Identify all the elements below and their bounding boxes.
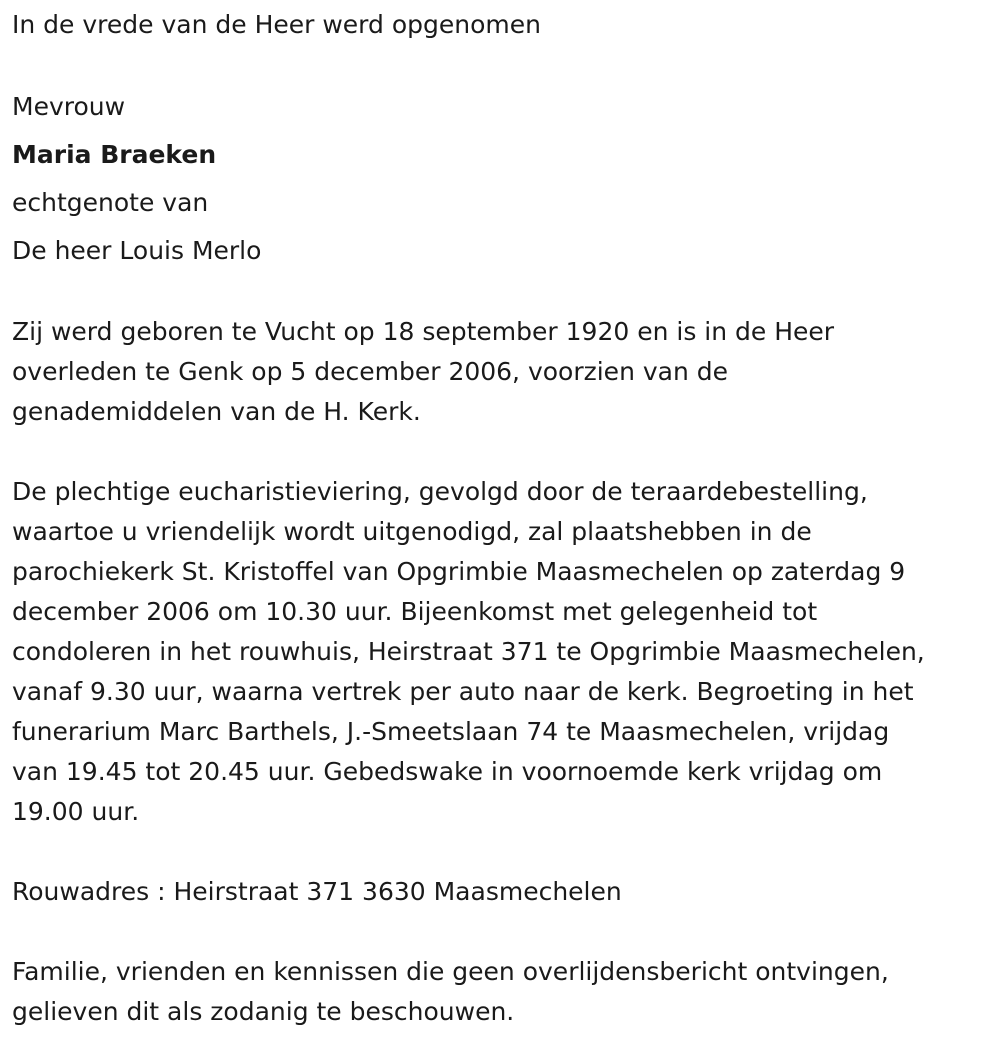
paragraph-line: waartoe u vriendelijk wordt uitgenodigd, zal plaatshebben in de	[12, 517, 812, 546]
mourning-address: Rouwadres : Heirstraat 371 3630 Maasmechelen	[12, 877, 622, 906]
paragraph-line: genademiddelen van de H. Kerk.	[12, 397, 421, 426]
birth-paragraph	[12, 312, 987, 432]
paragraph-line: december 2006 om 10.30 uur. Bijeenkomst met gelegenheid tot	[12, 597, 818, 626]
paragraph-line: vanaf 9.30 uur, waarna vertrek per auto naar de kerk. Begroeting in het	[12, 677, 914, 706]
closing-paragraph	[12, 952, 987, 1032]
paragraph-line: De plechtige eucharistieviering, gevolgd door de teraardebestelling,	[12, 477, 868, 506]
paragraph-line: funerarium Marc Barthels, J.-Smeetslaan 74 te Maasmechelen, vrijdag	[12, 717, 890, 746]
paragraph-line: 19.00 uur.	[12, 797, 140, 826]
honorific: Mevrouw	[12, 92, 126, 121]
paragraph-line: parochiekerk St. Kristoffel van Opgrimbie Maasmechelen op zaterdag 9	[12, 557, 906, 586]
relation-label: echtgenote van	[12, 188, 209, 217]
paragraph-line: van 19.45 tot 20.45 uur. Gebedswake in voornoemde kerk vrijdag om	[12, 757, 883, 786]
paragraph-line: gelieven dit als zodanig te beschouwen.	[12, 997, 515, 1026]
intro-line: In de vrede van de Heer werd opgenomen	[12, 10, 541, 39]
paragraph-line: Zij werd geboren te Vucht op 18 september 1920 en is in de Heer	[12, 317, 835, 346]
paragraph-line: overleden te Genk op 5 december 2006, voorzien van de	[12, 357, 729, 386]
ceremony-paragraph	[12, 472, 987, 832]
spouse-name: De heer Louis Merlo	[12, 236, 262, 265]
deceased-name: Maria Braeken	[12, 140, 217, 169]
paragraph-line: condoleren in het rouwhuis, Heirstraat 371 te Opgrimbie Maasmechelen,	[12, 637, 925, 666]
paragraph-line: Familie, vrienden en kennissen die geen overlijdensbericht ontvingen,	[12, 957, 889, 986]
